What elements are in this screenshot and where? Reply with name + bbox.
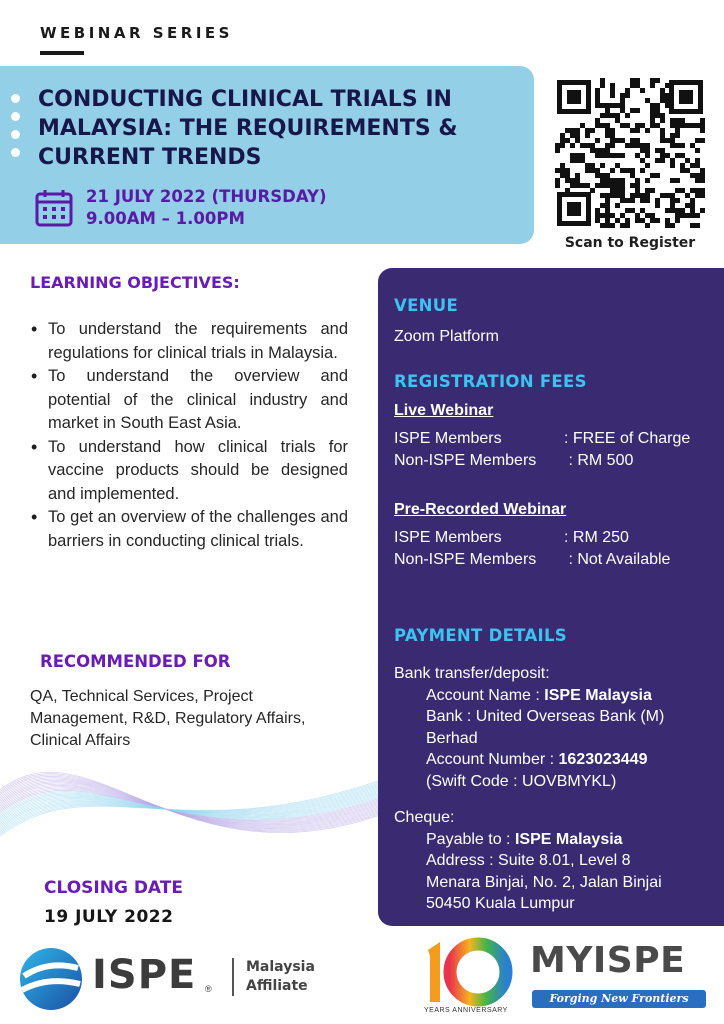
event-datetime — [86, 186, 327, 230]
fee-row — [394, 551, 714, 569]
bank-intro: Bank transfer/deposit: — [394, 665, 550, 682]
affiliate-label — [246, 958, 315, 996]
ispe-wordmark: ISPE — [92, 952, 197, 998]
cheque-details — [394, 807, 662, 915]
payment-heading: PAYMENT DETAILS — [394, 626, 567, 645]
decorative-waves — [0, 730, 380, 880]
myispe-wordmark: MYISPE — [530, 940, 686, 981]
recommended-text: QA, Technical Services, Project Management, R&D, Regulatory Affairs, Clinical Affairs — [30, 688, 306, 749]
ispe-globe-icon — [18, 946, 84, 1012]
recorded-webinar-heading: Pre-Recorded Webinar — [394, 501, 567, 518]
registered-mark: ® — [205, 984, 212, 994]
qr-caption: Scan to Register — [564, 235, 696, 251]
payment-details — [394, 663, 664, 792]
account-number-label: Account Number : — [426, 751, 559, 768]
fee-row — [394, 529, 714, 547]
series-underline — [40, 51, 84, 55]
payable-line — [394, 829, 662, 851]
myispe-tagline: Forging New Frontiers — [532, 990, 706, 1008]
anniversary-10-logo — [418, 936, 522, 1008]
objective-item: • To get an overview of the challenges and barriers in conducting clinical trials. — [30, 506, 348, 553]
objectives-list — [30, 318, 348, 553]
closing-date: 19 JULY 2022 — [44, 907, 174, 927]
affiliate-line: Affiliate — [246, 978, 308, 994]
event-date: 21 JULY 2022 (THURSDAY) — [86, 187, 327, 206]
fee-value: : Not Available — [564, 551, 671, 568]
address-line: Address : Suite 8.01, Level 8 — [426, 852, 631, 869]
affiliate-line: Malaysia — [246, 959, 315, 975]
bank-line: Berhad — [426, 729, 478, 747]
live-webinar-heading: Live Webinar — [394, 402, 494, 419]
fee-value: : RM 500 — [564, 452, 634, 469]
event-time: 9.00AM – 1.00PM — [86, 209, 245, 228]
fee-label: ISPE Members — [394, 430, 502, 447]
cheque-intro: Cheque: — [394, 809, 455, 826]
bank-line: Bank : United Overseas Bank (M) — [426, 708, 665, 725]
fee-label: Non-ISPE Members — [394, 551, 537, 568]
details-panel — [378, 268, 724, 926]
recommended-heading: RECOMMENDED FOR — [40, 652, 231, 671]
closing-heading: CLOSING DATE — [44, 878, 183, 898]
page-title: CONDUCTING CLINICAL TRIALS IN MALAYSIA: THE REQUIREMENTS & CURRENT TRENDS — [38, 87, 458, 170]
payable-label: Payable to : — [426, 830, 515, 848]
fee-label: Non-ISPE Members — [394, 452, 537, 469]
objective-item: • To understand the overview and potential of the clinical industry and market in South East Asia. — [30, 365, 348, 436]
account-name-label: Account Name : — [426, 686, 545, 704]
calendar-icon — [34, 188, 74, 228]
anniversary-caption: YEARS ANNIVERSARY — [424, 1007, 508, 1014]
payable-name: ISPE Malaysia — [514, 830, 623, 848]
affiliate-divider — [232, 958, 234, 996]
decorative-dots — [11, 94, 21, 166]
address-line: Menara Binjai, No. 2, Jalan Binjai — [426, 873, 662, 891]
fees-heading: REGISTRATION FEES — [394, 372, 587, 391]
objective-item: • To understand the requirements and regulations for clinical trials in Malaysia. — [30, 318, 348, 365]
venue-value: Zoom Platform — [394, 328, 499, 345]
address-line: 50450 Kuala Lumpur — [426, 895, 575, 912]
account-name-line — [394, 685, 664, 707]
swift-code: (Swift Code : UOVBMYKL) — [426, 772, 617, 790]
register-qr-code[interactable] — [555, 78, 705, 228]
fee-value: : RM 250 — [564, 529, 629, 546]
account-number-line — [394, 749, 664, 771]
fee-label: ISPE Members — [394, 529, 502, 546]
account-number: 1623023449 — [558, 751, 648, 768]
learning-objectives-heading: LEARNING OBJECTIVES: — [30, 273, 240, 292]
fee-row — [394, 452, 714, 470]
series-label: WEBINAR SERIES — [40, 24, 233, 42]
account-name: ISPE Malaysia — [544, 686, 652, 704]
venue-heading: VENUE — [394, 296, 459, 315]
objective-item: • To understand how clinical trials for vaccine products should be designed and implemented. — [30, 436, 348, 507]
fee-row — [394, 430, 714, 448]
fee-value: : FREE of Charge — [564, 430, 691, 447]
